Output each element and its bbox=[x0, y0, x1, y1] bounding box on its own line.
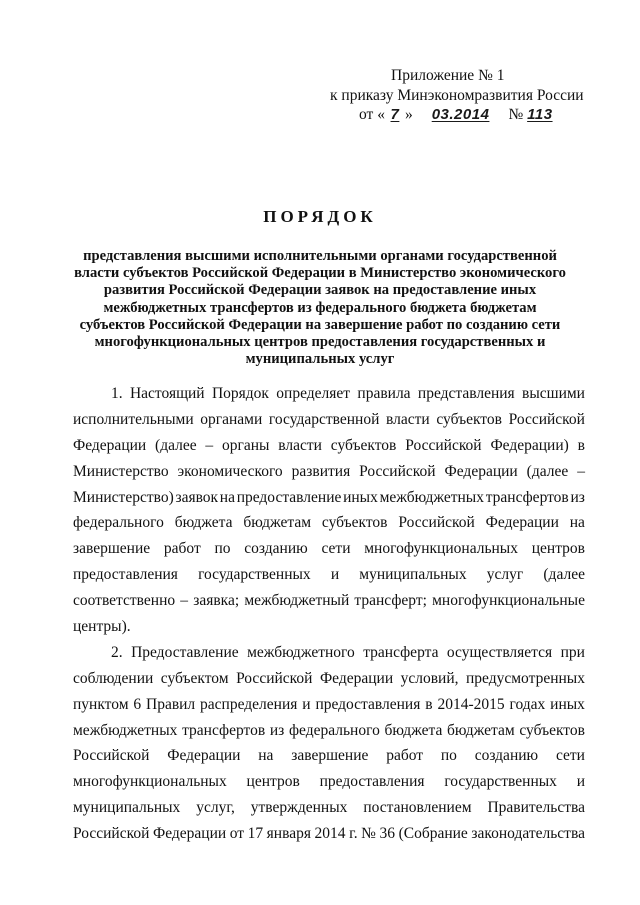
word: услуг, bbox=[196, 799, 235, 817]
word: Настоящий bbox=[129, 385, 205, 402]
paragraph-line bbox=[73, 562, 585, 588]
word: межбюджетных bbox=[73, 721, 178, 739]
word: Порядок bbox=[211, 385, 269, 402]
paragraph-line bbox=[73, 640, 585, 666]
paragraph bbox=[73, 640, 585, 847]
appendix-header bbox=[0, 66, 584, 125]
paragraph-line bbox=[73, 666, 585, 692]
word: и bbox=[302, 695, 311, 713]
document-subtitle bbox=[60, 248, 580, 368]
paragraph-line bbox=[73, 718, 585, 744]
word: по bbox=[440, 747, 457, 765]
word: Правительства bbox=[487, 799, 585, 817]
word: предоставления bbox=[73, 566, 178, 584]
subtitle-line: власти субъектов Российской Федерации в Министерство экономического bbox=[74, 265, 566, 282]
word: трансферта bbox=[363, 643, 439, 661]
word: созданию bbox=[474, 747, 539, 765]
paragraph-line bbox=[73, 433, 585, 459]
word: Федерации bbox=[319, 669, 394, 687]
word: – bbox=[577, 462, 585, 480]
document-body bbox=[73, 381, 585, 847]
word: представления bbox=[417, 385, 515, 402]
word: развития bbox=[291, 462, 351, 480]
word: осуществляется bbox=[446, 643, 553, 661]
word: распределения bbox=[200, 695, 298, 713]
word: завершение bbox=[291, 747, 369, 765]
word: на bbox=[219, 488, 235, 506]
word: (далее bbox=[526, 462, 569, 480]
word: работ bbox=[386, 747, 424, 765]
word: в bbox=[425, 695, 433, 713]
appendix-label: Приложение № 1 bbox=[391, 67, 505, 84]
word: по bbox=[214, 540, 231, 558]
word: бюджета bbox=[384, 721, 443, 739]
word: Министерство) bbox=[73, 488, 174, 506]
handwritten-month-year: 03.2014 bbox=[431, 106, 490, 123]
word: Российской bbox=[73, 747, 150, 765]
word: от bbox=[229, 825, 245, 843]
word: заявка; bbox=[193, 592, 240, 610]
word: Федерации bbox=[73, 436, 147, 454]
subtitle-line: представления высшими исполнительными органами государственной bbox=[83, 248, 557, 264]
word: органами bbox=[200, 410, 263, 428]
word: пунктом bbox=[73, 695, 129, 713]
word: муниципальных bbox=[359, 566, 467, 584]
word: центров bbox=[531, 540, 585, 558]
paragraph-line bbox=[73, 407, 585, 433]
word: субъектов bbox=[436, 410, 502, 428]
word: января bbox=[266, 825, 311, 843]
word: услуг bbox=[486, 566, 524, 584]
word: сети bbox=[321, 540, 351, 558]
word: и bbox=[330, 566, 340, 584]
subtitle-line: муниципальных услуг bbox=[245, 351, 395, 368]
word: при bbox=[560, 643, 585, 661]
word: центров bbox=[246, 773, 300, 791]
word: № bbox=[361, 825, 376, 843]
word: федерального bbox=[289, 721, 380, 739]
word: многофункциональных bbox=[364, 540, 518, 558]
paragraph-line bbox=[73, 769, 585, 795]
paragraph-line bbox=[73, 485, 585, 511]
word: 36 bbox=[379, 825, 396, 843]
word: федерального bbox=[73, 514, 164, 532]
word: Федерации bbox=[152, 825, 227, 843]
word: созданию bbox=[244, 540, 308, 558]
word: межбюджетного bbox=[247, 643, 355, 661]
subtitle-line: межбюджетных трансфертов из федерального бюджета бюджетам bbox=[103, 299, 537, 316]
word: завершение bbox=[73, 540, 151, 558]
paragraph-line bbox=[73, 536, 585, 562]
word: из bbox=[269, 721, 285, 739]
word: государственных bbox=[198, 566, 311, 584]
document-title: ПОРЯДОК bbox=[263, 207, 377, 226]
word: многофункциональные bbox=[432, 592, 585, 610]
word: Федерации bbox=[444, 462, 518, 480]
paragraph-line bbox=[73, 459, 585, 485]
word: исполнительными bbox=[73, 410, 194, 428]
paragraph-line bbox=[73, 588, 585, 614]
word: соответственно bbox=[73, 592, 176, 610]
order-date-line bbox=[359, 105, 567, 125]
word: Российской bbox=[398, 514, 475, 532]
word: Российской bbox=[73, 825, 150, 843]
word: бюджета bbox=[174, 514, 233, 532]
subtitle-line: развития Российской Федерации заявок на предоставление иных bbox=[103, 282, 537, 299]
word: центры). bbox=[73, 618, 131, 636]
word: г. bbox=[349, 825, 358, 843]
word: трансфертов bbox=[485, 488, 569, 506]
word: межбюджетный bbox=[244, 592, 350, 610]
word: (далее bbox=[155, 436, 197, 454]
word: заявок bbox=[175, 488, 219, 506]
word: 2014 bbox=[314, 825, 346, 843]
word: 6 bbox=[133, 695, 142, 713]
word: экономического bbox=[177, 462, 283, 480]
word: постановлением bbox=[363, 799, 472, 817]
paragraph-line bbox=[73, 743, 585, 769]
word: бюджетам bbox=[243, 514, 312, 532]
word: иных bbox=[343, 488, 378, 506]
word: годах bbox=[509, 695, 546, 713]
word: предусмотренных bbox=[466, 669, 585, 687]
word: 17 bbox=[247, 825, 264, 843]
word: и bbox=[576, 773, 585, 791]
paragraph bbox=[73, 381, 585, 640]
word: Федерации bbox=[485, 514, 559, 532]
word: муниципальных bbox=[73, 799, 181, 817]
paragraph-line bbox=[73, 821, 585, 847]
subtitle-line: субъектов Российской Федерации на завершение работ по созданию сети bbox=[79, 316, 561, 333]
word: предоставления bbox=[315, 695, 421, 713]
word: власти bbox=[386, 410, 430, 428]
word: государственной bbox=[268, 410, 380, 428]
word: правила bbox=[357, 385, 411, 402]
date-prefix: от « bbox=[359, 106, 385, 123]
word: Российской bbox=[508, 410, 585, 428]
word: Федерации) bbox=[490, 436, 569, 454]
paragraph-line bbox=[73, 510, 585, 536]
word: Правил bbox=[146, 695, 196, 713]
number-label: № bbox=[508, 106, 524, 123]
word: условий, bbox=[400, 669, 459, 687]
word: Российской bbox=[236, 669, 313, 687]
word: Российской bbox=[359, 462, 436, 480]
word: в bbox=[577, 436, 585, 454]
word: высшими bbox=[522, 385, 585, 402]
handwritten-order-number: 113 bbox=[527, 106, 553, 123]
handwritten-day: 7 bbox=[390, 106, 400, 123]
word: на bbox=[258, 747, 274, 765]
date-quote-close: » bbox=[404, 106, 413, 123]
word: (далее bbox=[543, 566, 585, 584]
word: трансферт; bbox=[354, 592, 427, 610]
word: (Собрание bbox=[398, 825, 468, 843]
word: государственных bbox=[444, 773, 557, 791]
word: из bbox=[570, 488, 585, 506]
word: бюджетам bbox=[447, 721, 515, 739]
word: предоставления bbox=[319, 773, 425, 791]
subtitle-line: многофункциональных центров предоставления государственных и bbox=[94, 334, 546, 351]
word: работ bbox=[163, 540, 201, 558]
word: субъектом bbox=[160, 669, 229, 687]
word: сети bbox=[555, 747, 585, 765]
paragraph-line bbox=[73, 795, 585, 821]
word: определяет bbox=[276, 385, 351, 402]
word: субъектов bbox=[321, 514, 388, 532]
word: 2014-2015 bbox=[437, 695, 505, 713]
word: Российской bbox=[405, 436, 482, 454]
word: субъектов bbox=[519, 721, 585, 739]
word: предоставление bbox=[236, 488, 342, 506]
word: – bbox=[180, 592, 189, 610]
word: органы bbox=[222, 436, 270, 454]
paragraph-line bbox=[73, 381, 585, 407]
word: 1. bbox=[111, 385, 123, 402]
word: – bbox=[205, 436, 214, 454]
word: межбюджетных bbox=[379, 488, 484, 506]
paragraph-line bbox=[73, 614, 585, 640]
word: Предоставление bbox=[131, 643, 239, 661]
word: многофункциональных bbox=[73, 773, 227, 791]
paragraph-line bbox=[73, 692, 585, 718]
word: на bbox=[569, 514, 585, 532]
word: соблюдении bbox=[73, 669, 154, 687]
word: субъектов bbox=[330, 436, 397, 454]
word: утвержденных bbox=[250, 799, 348, 817]
order-reference: к приказу Минэкономразвития России bbox=[330, 86, 584, 104]
word: Министерство bbox=[73, 462, 169, 480]
word: законодательства bbox=[471, 825, 585, 843]
word: 2. bbox=[111, 643, 123, 661]
word: власти bbox=[278, 436, 322, 454]
word: иных bbox=[550, 695, 585, 713]
word: Федерации bbox=[167, 747, 241, 765]
word: трансфертов bbox=[182, 721, 266, 739]
